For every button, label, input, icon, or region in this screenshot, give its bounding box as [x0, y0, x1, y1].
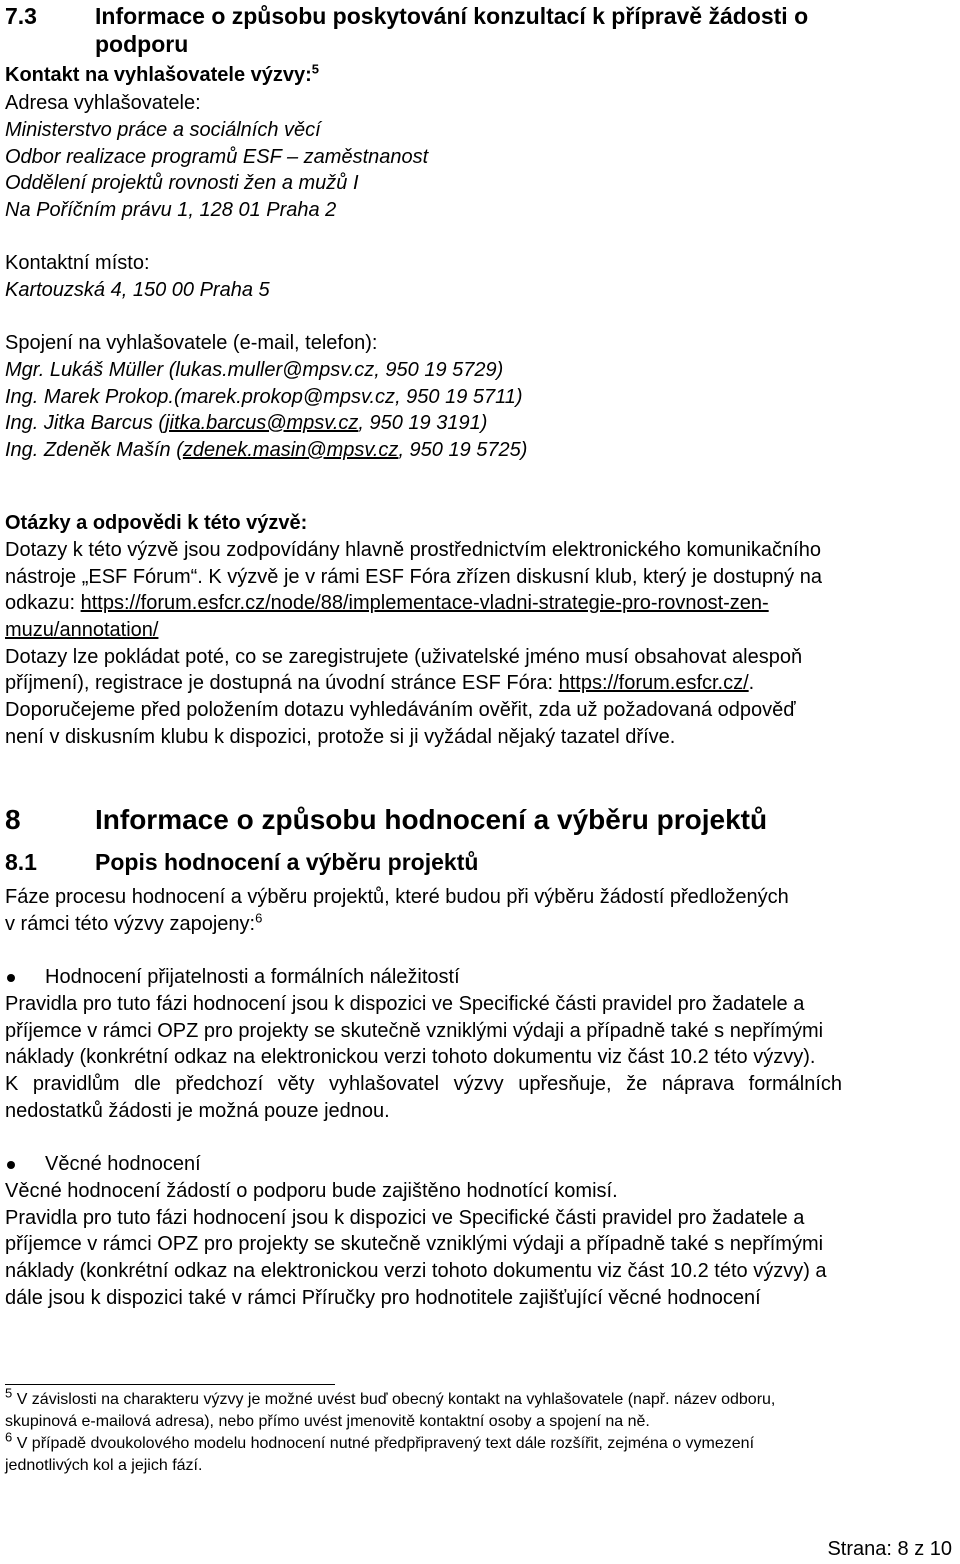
faq-text — [5, 670, 754, 696]
faq-text: Dotazy k této výzvě jsou zodpovídány hlavně prostřednictvím elektronického komunikačního — [5, 539, 821, 561]
forum-link[interactable]: https://forum.esfcr.cz/node/88/implementace-vladni-strategie-pro-rovnost-zen- — [80, 592, 769, 614]
forum-link-continued[interactable]: muzu/annotation/ — [5, 619, 159, 641]
faq-heading: Otázky a odpovědi k této výzvě: — [5, 512, 308, 534]
paragraph-line: dále jsou k dispozici také v rámci Příručky pro hodnotitele zajišťující věcné hodnocení — [5, 1287, 761, 1309]
paragraph-line: Pravidla pro tuto fázi hodnocení jsou k dispozici ve Specifické části pravidel pro žadatele a — [5, 993, 805, 1015]
bullet-label: Věcné hodnocení — [45, 1153, 201, 1175]
section-intro: Fáze procesu hodnocení a výběru projektů, které budou při výběru žádostí předložených — [5, 886, 789, 908]
section-title: Informace o způsobu hodnocení a výběru projektů — [95, 804, 768, 835]
person-phone: , 950 19 5729) — [374, 359, 504, 381]
place-label: Kontaktní místo: — [5, 252, 150, 274]
paragraph-line: příjemce v rámci OPZ pro projekty se skutečně vzniklými výdaji a případně také s nepřímými — [5, 1233, 824, 1255]
faq-text: Doporučejeme před položením dotazu vyhledáváním ověřit, zda už požadovaná odpověď — [5, 699, 796, 721]
forum-home-link[interactable]: https://forum.esfcr.cz/ — [558, 672, 749, 694]
contact-person — [5, 410, 487, 436]
section-7-3-heading — [5, 2, 808, 30]
footnote-text: V závislosti na charakteru výzvy je možné uvést buď obecný kontakt na vyhlašovatele (např. název odboru, — [16, 1391, 776, 1408]
person-email[interactable]: lukas.muller@mpsv.cz — [175, 359, 375, 381]
section-title-line2: podporu — [95, 31, 189, 57]
faq-text: nástroje „ESF Fórum“. K výzvě je v rámi ESF Fóra zřízen diskusní klub, který je dostupný na — [5, 566, 822, 588]
section-8-heading — [5, 803, 767, 837]
footnote-mark: 5 — [5, 1385, 13, 1401]
paragraph-line: náklady (konkrétní odkaz na elektronickou verzi tohoto dokumentu viz část 10.2 této výzvy). — [5, 1046, 816, 1068]
address-label: Adresa vyhlašovatele: — [5, 92, 201, 114]
section-number: 8.1 — [5, 849, 37, 875]
place-line: Kartouzská 4, 150 00 Praha 5 — [5, 279, 270, 301]
paragraph-line: náklady (konkrétní odkaz na elektronickou verzi tohoto dokumentu viz část 10.2 této výzvy) a — [5, 1260, 827, 1282]
bullet-item — [5, 1151, 201, 1177]
footnote-separator — [5, 1384, 335, 1385]
footnote-6-line2: jednotlivých kol a jejich fází. — [5, 1457, 203, 1474]
person-email-link[interactable]: jitka.barcus@mpsv.cz — [165, 412, 359, 434]
address-line: Na Poříčním právu 1, 128 01 Praha 2 — [5, 199, 337, 221]
faq-text — [5, 590, 769, 616]
person-phone: , 950 19 5711) — [395, 386, 523, 408]
person-name: Ing. Marek Prokop.( — [5, 386, 181, 408]
bullet-icon — [5, 964, 45, 990]
address-line: Ministerstvo práce a sociálních věcí — [5, 119, 321, 141]
footnote-5 — [5, 1385, 776, 1410]
paragraph-line: Pravidla pro tuto fázi hodnocení jsou k dispozici ve Specifické části pravidel pro žadatele a — [5, 1207, 805, 1229]
contact-person — [5, 437, 527, 463]
section-intro-text: v rámci této výzvy zapojeny: — [5, 913, 256, 935]
bullet-label: Hodnocení přijatelnosti a formálních náležitostí — [45, 966, 460, 988]
faq-text: Dotazy lze pokládat poté, co se zaregistrujete (uživatelské jméno musí obsahovat alespoň — [5, 646, 803, 668]
footnote-text: V případě dvoukolového modelu hodnocení nutné předpřipravený text dále rozšířit, zejména o vymezení — [16, 1435, 755, 1452]
contact-person — [5, 384, 523, 410]
section-title: Popis hodnocení a výběru projektů — [95, 849, 479, 875]
person-phone: , 950 19 3191) — [358, 412, 488, 434]
contact-heading — [5, 62, 319, 88]
address-line: Odbor realizace programů ESF – zaměstnanost — [5, 146, 429, 168]
section-8-1-heading — [5, 848, 478, 876]
person-name: Ing. Zdeněk Mašín ( — [5, 439, 183, 461]
footnote-ref-6[interactable]: 6 — [255, 910, 263, 926]
paragraph-line: nedostatků žádosti je možná pouze jednou. — [5, 1100, 390, 1122]
contact-person — [5, 357, 503, 383]
footnote-6 — [5, 1429, 755, 1454]
connection-label: Spojení na vyhlašovatele (e-mail, telefon): — [5, 332, 378, 354]
section-number: 7.3 — [5, 3, 37, 29]
person-name: Mgr. Lukáš Müller ( — [5, 359, 176, 381]
contact-heading-text: Kontakt na vyhlašovatele výzvy: — [5, 64, 312, 86]
bullet-icon — [5, 1151, 45, 1177]
paragraph-line: K pravidlům dle předchozí věty vyhlašovatel výzvy upřesňuje, že náprava formálních — [5, 1073, 843, 1095]
person-phone: , 950 19 5725) — [398, 439, 528, 461]
footnote-ref-5[interactable]: 5 — [311, 61, 320, 77]
section-intro — [5, 911, 262, 937]
address-line: Oddělení projektů rovnosti žen a mužů I — [5, 172, 359, 194]
page-number: Strana: 8 z 10 — [827, 1538, 952, 1560]
faq-text-segment: . — [748, 672, 755, 694]
person-email-link[interactable]: zdenek.masin@mpsv.cz — [182, 439, 399, 461]
paragraph-line: Věcné hodnocení žádostí o podporu bude zajištěno hodnotící komisí. — [5, 1180, 618, 1202]
faq-link-prefix: odkazu: — [5, 592, 81, 614]
paragraph-line: příjemce v rámci OPZ pro projekty se skutečně vzniklými výdaji a případně také s nepřímými — [5, 1020, 824, 1042]
section-number: 8 — [5, 804, 21, 835]
section-title-line1: Informace o způsobu poskytování konzultací k přípravě žádosti o — [95, 3, 809, 29]
person-name: Ing. Jitka Barcus ( — [5, 412, 166, 434]
bullet-item — [5, 964, 460, 990]
faq-text-segment: příjmení), registrace je dostupná na úvodní stránce ESF Fóra: — [5, 672, 559, 694]
footnote-mark: 6 — [5, 1429, 13, 1445]
person-email[interactable]: marek.prokop@mpsv.cz — [180, 386, 396, 408]
footnote-5-line2: skupinová e-mailová adresa), nebo přímo uvést jmenovitě kontaktní osoby a spojení na ně. — [5, 1413, 650, 1430]
faq-text: není v diskusním klubu k dispozici, protože si ji vyžádal nějaký tazatel dříve. — [5, 726, 676, 748]
